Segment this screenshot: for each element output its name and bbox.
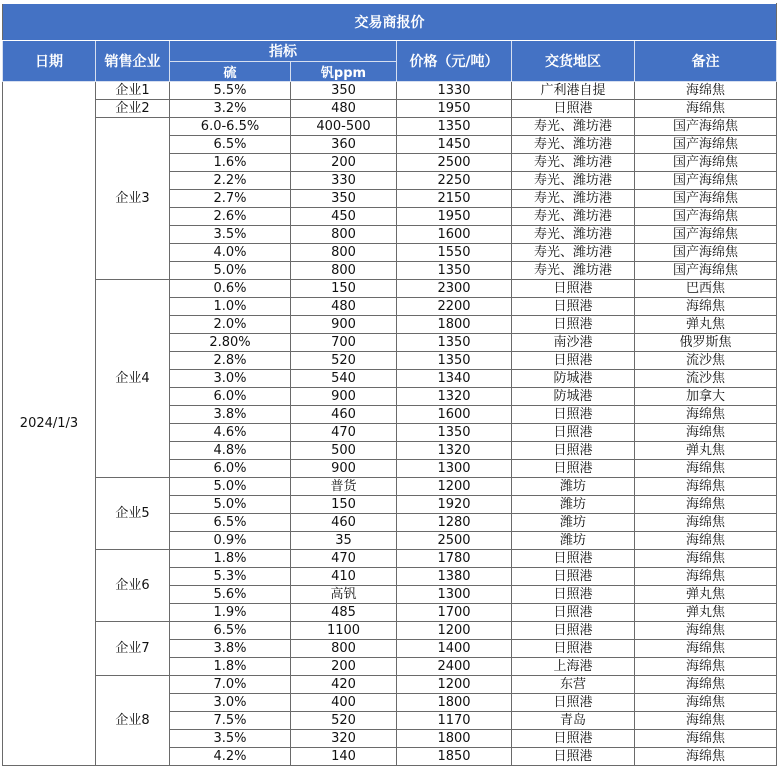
price-cell: 2400 [397, 658, 512, 676]
price-cell: 1600 [397, 406, 512, 424]
region-cell: 日照港 [512, 298, 635, 316]
note-cell: 海绵焦 [635, 478, 777, 496]
note-cell: 海绵焦 [635, 694, 777, 712]
price-cell: 1550 [397, 244, 512, 262]
region-cell: 青岛 [512, 712, 635, 730]
price-cell: 1200 [397, 622, 512, 640]
sulfur-cell: 2.80% [170, 334, 291, 352]
header-indicator: 指标 [170, 41, 397, 62]
region-cell: 防城港 [512, 370, 635, 388]
note-cell: 海绵焦 [635, 460, 777, 478]
sulfur-cell: 1.8% [170, 658, 291, 676]
sulfur-cell: 6.0-6.5% [170, 118, 291, 136]
vanadium-cell: 700 [291, 334, 397, 352]
note-cell: 海绵焦 [635, 550, 777, 568]
sulfur-cell: 3.2% [170, 100, 291, 118]
sulfur-cell: 5.0% [170, 496, 291, 514]
sulfur-cell: 1.6% [170, 154, 291, 172]
price-cell: 1800 [397, 730, 512, 748]
price-cell: 2500 [397, 154, 512, 172]
sulfur-cell: 4.2% [170, 748, 291, 766]
sulfur-cell: 3.5% [170, 226, 291, 244]
quote-table [2, 3, 777, 766]
vanadium-cell: 200 [291, 154, 397, 172]
note-cell: 国产海绵焦 [635, 190, 777, 208]
region-cell: 日照港 [512, 406, 635, 424]
vanadium-cell: 460 [291, 514, 397, 532]
note-cell: 海绵焦 [635, 658, 777, 676]
sulfur-cell: 6.5% [170, 136, 291, 154]
price-cell: 1350 [397, 352, 512, 370]
header-region: 交货地区 [512, 41, 635, 82]
note-cell: 海绵焦 [635, 100, 777, 118]
note-cell: 流沙焦 [635, 352, 777, 370]
price-cell: 1780 [397, 550, 512, 568]
sulfur-cell: 4.8% [170, 442, 291, 460]
table-row [3, 676, 777, 694]
sulfur-cell: 6.0% [170, 460, 291, 478]
sulfur-cell: 3.0% [170, 370, 291, 388]
table-row [3, 550, 777, 568]
note-cell: 国产海绵焦 [635, 226, 777, 244]
vanadium-cell: 900 [291, 316, 397, 334]
header-price: 价格（元/吨） [397, 41, 512, 82]
price-sheet [2, 3, 776, 764]
price-cell: 1950 [397, 208, 512, 226]
vanadium-cell: 高钒 [291, 586, 397, 604]
sulfur-cell: 2.2% [170, 172, 291, 190]
price-cell: 1320 [397, 442, 512, 460]
company-cell: 企业1 [96, 82, 170, 100]
sulfur-cell: 4.6% [170, 424, 291, 442]
vanadium-cell: 470 [291, 424, 397, 442]
note-cell: 国产海绵焦 [635, 208, 777, 226]
note-cell: 海绵焦 [635, 424, 777, 442]
note-cell: 弹丸焦 [635, 586, 777, 604]
region-cell: 寿光、潍坊港 [512, 244, 635, 262]
sulfur-cell: 4.0% [170, 244, 291, 262]
header-sulfur: 硫 [170, 62, 291, 82]
note-cell: 国产海绵焦 [635, 262, 777, 280]
price-cell: 1350 [397, 334, 512, 352]
vanadium-cell: 350 [291, 190, 397, 208]
price-cell: 1280 [397, 514, 512, 532]
sulfur-cell: 0.9% [170, 532, 291, 550]
note-cell: 海绵焦 [635, 532, 777, 550]
region-cell: 日照港 [512, 352, 635, 370]
note-cell: 国产海绵焦 [635, 244, 777, 262]
price-cell: 1850 [397, 748, 512, 766]
region-cell: 潍坊 [512, 478, 635, 496]
vanadium-cell: 500 [291, 442, 397, 460]
sulfur-cell: 0.6% [170, 280, 291, 298]
region-cell: 防城港 [512, 388, 635, 406]
sulfur-cell: 3.5% [170, 730, 291, 748]
company-cell: 企业7 [96, 622, 170, 676]
region-cell: 潍坊 [512, 514, 635, 532]
sulfur-cell: 2.7% [170, 190, 291, 208]
table-row [3, 622, 777, 640]
company-cell: 企业4 [96, 280, 170, 478]
vanadium-cell: 200 [291, 658, 397, 676]
region-cell: 日照港 [512, 442, 635, 460]
region-cell: 南沙港 [512, 334, 635, 352]
sulfur-cell: 3.0% [170, 694, 291, 712]
sulfur-cell: 6.5% [170, 514, 291, 532]
table-body [3, 82, 777, 766]
price-cell: 1950 [397, 100, 512, 118]
region-cell: 日照港 [512, 550, 635, 568]
date-cell: 2024/1/3 [3, 82, 96, 766]
vanadium-cell: 800 [291, 640, 397, 658]
region-cell: 上海港 [512, 658, 635, 676]
sulfur-cell: 3.8% [170, 406, 291, 424]
note-cell: 海绵焦 [635, 82, 777, 100]
region-cell: 日照港 [512, 280, 635, 298]
vanadium-cell: 360 [291, 136, 397, 154]
price-cell: 2250 [397, 172, 512, 190]
note-cell: 海绵焦 [635, 622, 777, 640]
vanadium-cell: 480 [291, 100, 397, 118]
region-cell: 寿光、潍坊港 [512, 190, 635, 208]
sulfur-cell: 2.8% [170, 352, 291, 370]
note-cell: 弹丸焦 [635, 604, 777, 622]
vanadium-cell: 150 [291, 280, 397, 298]
header-date: 日期 [3, 41, 96, 82]
vanadium-cell: 400 [291, 694, 397, 712]
sulfur-cell: 6.5% [170, 622, 291, 640]
price-cell: 1340 [397, 370, 512, 388]
price-cell: 2500 [397, 532, 512, 550]
vanadium-cell: 460 [291, 406, 397, 424]
vanadium-cell: 330 [291, 172, 397, 190]
price-cell: 1800 [397, 694, 512, 712]
sulfur-cell: 5.5% [170, 82, 291, 100]
table-row [3, 478, 777, 496]
region-cell: 寿光、潍坊港 [512, 208, 635, 226]
price-cell: 1300 [397, 586, 512, 604]
sulfur-cell: 5.6% [170, 586, 291, 604]
vanadium-cell: 普货 [291, 478, 397, 496]
note-cell: 海绵焦 [635, 748, 777, 766]
region-cell: 东营 [512, 676, 635, 694]
region-cell: 日照港 [512, 640, 635, 658]
vanadium-cell: 350 [291, 82, 397, 100]
sulfur-cell: 1.9% [170, 604, 291, 622]
region-cell: 日照港 [512, 622, 635, 640]
vanadium-cell: 800 [291, 262, 397, 280]
note-cell: 海绵焦 [635, 496, 777, 514]
price-cell: 1200 [397, 478, 512, 496]
vanadium-cell: 450 [291, 208, 397, 226]
company-cell: 企业6 [96, 550, 170, 622]
sulfur-cell: 1.0% [170, 298, 291, 316]
sulfur-cell: 2.6% [170, 208, 291, 226]
vanadium-cell: 150 [291, 496, 397, 514]
sulfur-cell: 7.5% [170, 712, 291, 730]
header-company: 销售企业 [96, 41, 170, 82]
vanadium-cell: 35 [291, 532, 397, 550]
vanadium-cell: 400-500 [291, 118, 397, 136]
vanadium-cell: 480 [291, 298, 397, 316]
note-cell: 海绵焦 [635, 640, 777, 658]
price-cell: 1170 [397, 712, 512, 730]
company-cell: 企业5 [96, 478, 170, 550]
region-cell: 寿光、潍坊港 [512, 154, 635, 172]
note-cell: 海绵焦 [635, 676, 777, 694]
region-cell: 日照港 [512, 586, 635, 604]
note-cell: 海绵焦 [635, 568, 777, 586]
region-cell: 日照港 [512, 730, 635, 748]
table-row [3, 118, 777, 136]
vanadium-cell: 900 [291, 460, 397, 478]
note-cell: 海绵焦 [635, 712, 777, 730]
region-cell: 潍坊 [512, 532, 635, 550]
region-cell: 日照港 [512, 748, 635, 766]
price-cell: 1320 [397, 388, 512, 406]
region-cell: 日照港 [512, 568, 635, 586]
region-cell: 日照港 [512, 604, 635, 622]
price-cell: 1400 [397, 640, 512, 658]
vanadium-cell: 520 [291, 712, 397, 730]
region-cell: 寿光、潍坊港 [512, 172, 635, 190]
vanadium-cell: 320 [291, 730, 397, 748]
table-row [3, 280, 777, 298]
sulfur-cell: 5.3% [170, 568, 291, 586]
note-cell: 弹丸焦 [635, 316, 777, 334]
region-cell: 日照港 [512, 100, 635, 118]
sulfur-cell: 5.0% [170, 478, 291, 496]
vanadium-cell: 540 [291, 370, 397, 388]
price-cell: 1920 [397, 496, 512, 514]
note-cell: 弹丸焦 [635, 442, 777, 460]
note-cell: 海绵焦 [635, 730, 777, 748]
note-cell: 国产海绵焦 [635, 136, 777, 154]
table-row [3, 82, 777, 100]
price-cell: 1300 [397, 460, 512, 478]
vanadium-cell: 410 [291, 568, 397, 586]
sulfur-cell: 6.0% [170, 388, 291, 406]
region-cell: 潍坊 [512, 496, 635, 514]
company-cell: 企业3 [96, 118, 170, 280]
price-cell: 1350 [397, 424, 512, 442]
note-cell: 海绵焦 [635, 514, 777, 532]
price-cell: 1350 [397, 262, 512, 280]
price-cell: 2150 [397, 190, 512, 208]
vanadium-cell: 140 [291, 748, 397, 766]
note-cell: 国产海绵焦 [635, 172, 777, 190]
region-cell: 日照港 [512, 694, 635, 712]
note-cell: 巴西焦 [635, 280, 777, 298]
vanadium-cell: 470 [291, 550, 397, 568]
price-cell: 1350 [397, 118, 512, 136]
region-cell: 日照港 [512, 460, 635, 478]
price-cell: 1800 [397, 316, 512, 334]
company-cell: 企业8 [96, 676, 170, 766]
vanadium-cell: 485 [291, 604, 397, 622]
price-cell: 2200 [397, 298, 512, 316]
sulfur-cell: 2.0% [170, 316, 291, 334]
price-cell: 1700 [397, 604, 512, 622]
price-cell: 1450 [397, 136, 512, 154]
note-cell: 流沙焦 [635, 370, 777, 388]
sulfur-cell: 5.0% [170, 262, 291, 280]
vanadium-cell: 420 [291, 676, 397, 694]
header-vanadium: 钒ppm [291, 62, 397, 82]
table-title: 交易商报价 [3, 4, 777, 41]
sulfur-cell: 3.8% [170, 640, 291, 658]
note-cell: 国产海绵焦 [635, 118, 777, 136]
note-cell: 加拿大 [635, 388, 777, 406]
region-cell: 寿光、潍坊港 [512, 226, 635, 244]
vanadium-cell: 800 [291, 226, 397, 244]
note-cell: 海绵焦 [635, 406, 777, 424]
region-cell: 寿光、潍坊港 [512, 262, 635, 280]
vanadium-cell: 520 [291, 352, 397, 370]
price-cell: 2300 [397, 280, 512, 298]
price-cell: 1200 [397, 676, 512, 694]
table-row [3, 100, 777, 118]
note-cell: 俄罗斯焦 [635, 334, 777, 352]
price-cell: 1330 [397, 82, 512, 100]
region-cell: 寿光、潍坊港 [512, 136, 635, 154]
company-cell: 企业2 [96, 100, 170, 118]
price-cell: 1380 [397, 568, 512, 586]
sulfur-cell: 1.8% [170, 550, 291, 568]
vanadium-cell: 1100 [291, 622, 397, 640]
region-cell: 广利港自提 [512, 82, 635, 100]
note-cell: 海绵焦 [635, 298, 777, 316]
region-cell: 日照港 [512, 316, 635, 334]
region-cell: 日照港 [512, 424, 635, 442]
sulfur-cell: 7.0% [170, 676, 291, 694]
vanadium-cell: 800 [291, 244, 397, 262]
header-note: 备注 [635, 41, 777, 82]
note-cell: 国产海绵焦 [635, 154, 777, 172]
price-cell: 1600 [397, 226, 512, 244]
vanadium-cell: 900 [291, 388, 397, 406]
region-cell: 寿光、潍坊港 [512, 118, 635, 136]
